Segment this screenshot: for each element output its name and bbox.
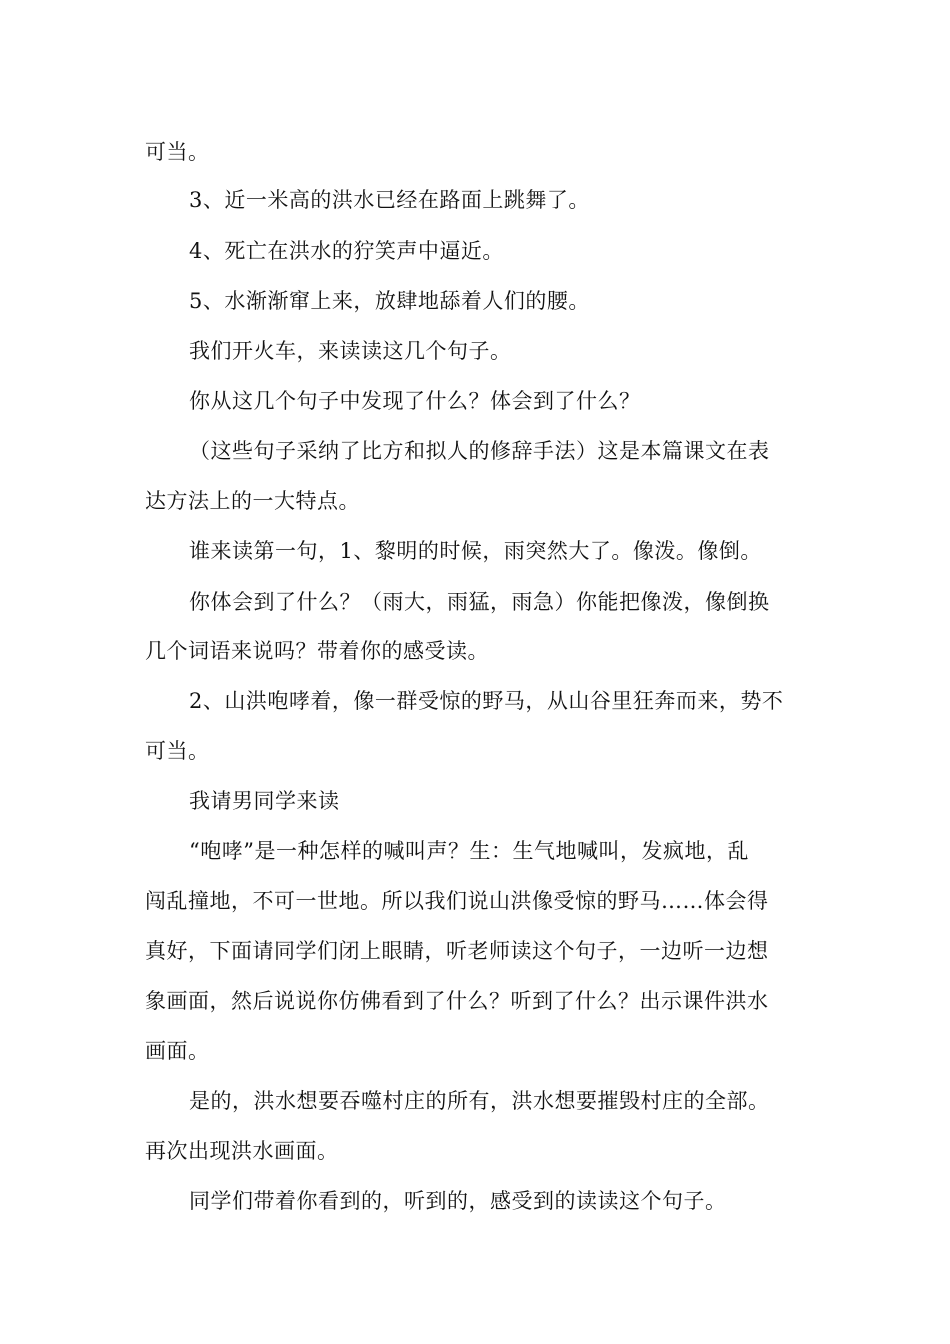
- text-line: 3、近一米高的洪水已经在路面上跳舞了。: [189, 188, 590, 212]
- text-line: 2、山洪咆哮着，像一群受惊的野马，从山谷里狂奔而来，势不: [189, 689, 784, 713]
- text-line: 5、水渐渐窜上来，放肆地舔着人们的腰。: [189, 289, 590, 313]
- text-line: 几个词语来说吗？带着你的感受读。: [145, 639, 489, 663]
- text-line: （这些句子采纳了比方和拟人的修辞手法）这是本篇课文在表: [189, 439, 770, 463]
- text-line: 同学们带着你看到的，听到的，感受到的读读这个句子。: [189, 1189, 727, 1213]
- text-line: 象画面，然后说说你仿佛看到了什么？听到了什么？出示课件洪水: [145, 989, 769, 1013]
- text-line: 真好，下面请同学们闭上眼睛，听老师读这个句子，一边听一边想: [145, 939, 769, 963]
- text-line: 达方法上的一大特点。: [145, 489, 360, 513]
- text-line: 画面。: [145, 1039, 210, 1063]
- text-line: 我请男同学来读: [189, 789, 340, 813]
- text-line: 再次出现洪水画面。: [145, 1139, 339, 1163]
- text-line: 你体会到了什么？（雨大，雨猛，雨急）你能把像泼，像倒换: [189, 590, 770, 614]
- text-line: 我们开火车，来读读这几个句子。: [189, 339, 512, 363]
- text-line: “咆哮”是一种怎样的喊叫声？生：生气地喊叫，发疯地，乱: [189, 839, 749, 863]
- text-line: 谁来读第一句，1、黎明的时候，雨突然大了。像泼。像倒。: [189, 539, 762, 563]
- text-line: 可当。: [145, 140, 210, 164]
- text-line: 你从这几个句子中发现了什么？体会到了什么？: [189, 389, 641, 413]
- text-line: 闯乱撞地，不可一世地。所以我们说山洪像受惊的野马……体会得: [145, 889, 769, 913]
- text-line: 可当。: [145, 739, 210, 763]
- text-line: 是的，洪水想要吞噬村庄的所有，洪水想要摧毁村庄的全部。: [189, 1089, 770, 1113]
- text-line: 4、死亡在洪水的狞笑声中逼近。: [189, 239, 504, 263]
